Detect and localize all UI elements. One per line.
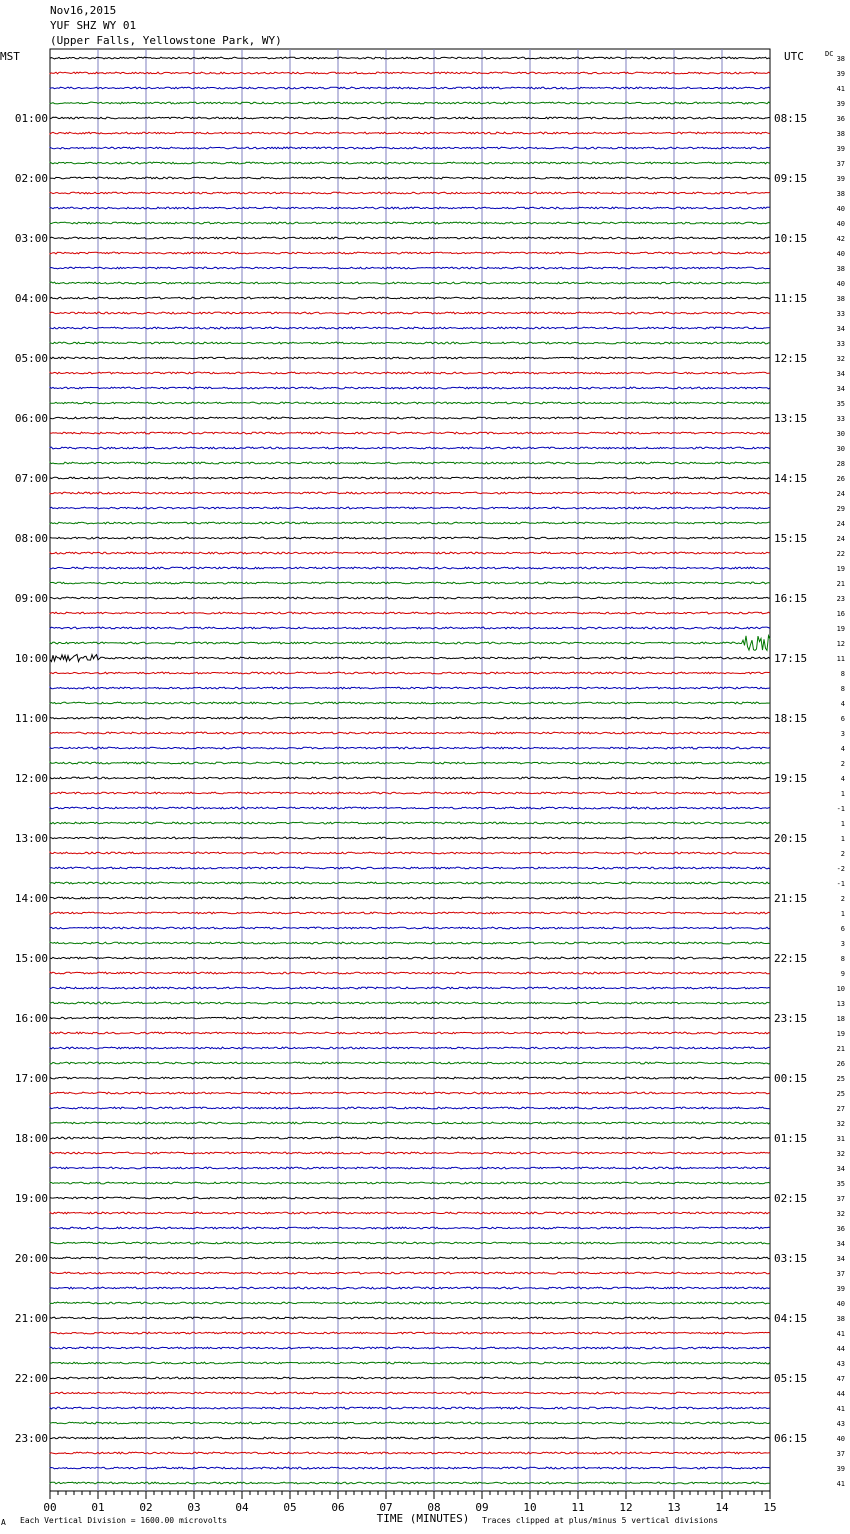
mst-hour-label: 18:00: [14, 1132, 48, 1145]
x-tick-label: 00: [43, 1501, 57, 1514]
trace-line: [50, 297, 770, 299]
x-tick-label: 04: [235, 1501, 249, 1514]
trace-line: [50, 1362, 770, 1364]
trace-line: [50, 537, 770, 539]
trace-line: [50, 717, 770, 719]
x-axis-label: TIME (MINUTES): [376, 1512, 470, 1525]
trace-line: [50, 867, 770, 869]
mst-hour-label: 12:00: [14, 772, 48, 785]
mst-hour-label: 03:00: [14, 232, 48, 245]
x-tick-label: 03: [187, 1501, 201, 1514]
dc-offset-label: 39: [836, 1465, 845, 1473]
dc-offset-label: 21: [836, 1045, 845, 1053]
dc-offset-label: 38: [836, 190, 845, 198]
dc-offset-label: 40: [836, 1300, 845, 1308]
trace-line: [50, 192, 770, 194]
trace-line: [50, 837, 770, 839]
trace-line: [50, 1347, 770, 1349]
trace-line: [50, 522, 770, 524]
trace-line: [50, 1002, 770, 1004]
dc-offset-label: -1: [836, 805, 845, 813]
trace-line: [50, 1332, 770, 1334]
trace-line: [50, 1197, 770, 1199]
dc-offset-label: 2: [840, 760, 845, 768]
dc-offset-label: 34: [836, 325, 845, 333]
trace-line: [50, 597, 770, 599]
trace-line: [50, 762, 770, 764]
mst-hour-label: 06:00: [14, 412, 48, 425]
mst-hour-label: 13:00: [14, 832, 48, 845]
trace-line: [50, 117, 770, 119]
dc-offset-label: 40: [836, 220, 845, 228]
trace-line: [50, 1257, 770, 1259]
utc-hour-label: 11:15: [774, 292, 808, 305]
trace-line: [50, 462, 770, 464]
utc-hour-label: 21:15: [774, 892, 808, 905]
x-tick-label: 12: [619, 1501, 633, 1514]
dc-offset-label: 41: [836, 1405, 845, 1413]
dc-offset-label: 41: [836, 85, 845, 93]
x-tick-label: 15: [763, 1501, 777, 1514]
dc-offset-label: 2: [840, 895, 845, 903]
trace-line: [50, 927, 770, 929]
dc-offset-label: 1: [840, 835, 845, 843]
dc-offset-label: 32: [836, 1210, 845, 1218]
trace-line: [50, 1212, 770, 1214]
trace-line: [50, 312, 770, 314]
trace-line: [50, 972, 770, 974]
trace-line: [50, 477, 770, 479]
mst-hour-label: 07:00: [14, 472, 48, 485]
dc-offset-label: 31: [836, 1135, 845, 1143]
trace-line: [50, 102, 770, 104]
dc-offset-label: 43: [836, 1360, 845, 1368]
trace-line: [50, 1467, 770, 1469]
dc-offset-label: 19: [836, 565, 845, 573]
dc-offset-label: 25: [836, 1075, 845, 1083]
dc-offset-label: 24: [836, 490, 845, 498]
trace-line: [50, 627, 770, 629]
dc-offset-label: 25: [836, 1090, 845, 1098]
trace-line: [50, 1392, 770, 1394]
utc-hour-label: 19:15: [774, 772, 808, 785]
trace-line: [50, 507, 770, 509]
dc-offset-label: 8: [840, 670, 845, 678]
trace-line: [50, 612, 770, 614]
dc-offset-label: 44: [836, 1390, 845, 1398]
dc-offset-label: 6: [840, 925, 845, 933]
trace-line: [50, 267, 770, 269]
trace-line: [50, 372, 770, 374]
mst-hour-label: 19:00: [14, 1192, 48, 1205]
trace-line: [50, 132, 770, 134]
trace-line: [50, 852, 770, 854]
dc-offset-label: -1: [836, 880, 845, 888]
dc-offset-label: 8: [840, 955, 845, 963]
dc-offset-label: 34: [836, 370, 845, 378]
trace-line: [50, 387, 770, 389]
trace-line: [50, 1272, 770, 1274]
trace-line: [50, 687, 770, 689]
trace-line: [50, 1077, 770, 1079]
dc-offset-label: 1: [840, 910, 845, 918]
trace-line: [50, 162, 770, 164]
footer-mark: A: [1, 1518, 6, 1527]
mst-hour-label: 04:00: [14, 292, 48, 305]
trace-line: [50, 1227, 770, 1229]
trace-line: [50, 447, 770, 449]
mst-hour-label: 10:00: [14, 652, 48, 665]
mst-hour-label: 20:00: [14, 1252, 48, 1265]
trace-line: [50, 252, 770, 254]
dc-offset-label: 36: [836, 1225, 845, 1233]
trace-line: [50, 72, 770, 74]
dc-offset-label: 26: [836, 1060, 845, 1068]
trace-line: [50, 417, 770, 419]
dc-offset-label: 4: [840, 745, 845, 753]
trace-line: [50, 636, 770, 651]
trace-line: [50, 654, 770, 661]
trace-line: [50, 402, 770, 404]
dc-offset-label: 39: [836, 145, 845, 153]
utc-hour-label: 13:15: [774, 412, 808, 425]
mst-hour-label: 08:00: [14, 532, 48, 545]
dc-offset-label: 26: [836, 475, 845, 483]
x-tick-label: 11: [571, 1501, 585, 1514]
clip-note: Traces clipped at plus/minus 5 vertical divisions: [482, 1516, 719, 1525]
utc-hour-label: 23:15: [774, 1012, 808, 1025]
trace-line: [50, 672, 770, 674]
utc-hour-label: 10:15: [774, 232, 808, 245]
dc-offset-label: 4: [840, 775, 845, 783]
trace-line: [50, 57, 770, 59]
dc-offset-label: 1: [840, 820, 845, 828]
x-tick-label: 09: [475, 1501, 489, 1514]
trace-line: [50, 822, 770, 824]
mst-axis-label: MST: [0, 50, 20, 63]
plot-frame: [50, 49, 770, 1491]
dc-offset-label: 11: [836, 655, 845, 663]
dc-offset-label: 4: [840, 700, 845, 708]
trace-line: [50, 942, 770, 944]
trace-line: [50, 1122, 770, 1124]
dc-offset-label: 40: [836, 205, 845, 213]
dc-offset-label: 39: [836, 175, 845, 183]
trace-line: [50, 1422, 770, 1424]
trace-line: [50, 177, 770, 179]
x-tick-label: 05: [283, 1501, 297, 1514]
mst-hour-label: 21:00: [14, 1312, 48, 1325]
trace-line: [50, 1437, 770, 1439]
dc-offset-label: 44: [836, 1345, 845, 1353]
utc-hour-label: 17:15: [774, 652, 808, 665]
trace-line: [50, 1182, 770, 1184]
utc-hour-label: 15:15: [774, 532, 808, 545]
trace-line: [50, 1482, 770, 1484]
mst-hour-label: 01:00: [14, 112, 48, 125]
trace-line: [50, 1062, 770, 1064]
dc-offset-label: 28: [836, 460, 845, 468]
trace-line: [50, 747, 770, 749]
trace-line: [50, 1167, 770, 1169]
trace-line: [50, 1287, 770, 1289]
station-location: (Upper Falls, Yellowstone Park, WY): [50, 34, 282, 47]
dc-offset-label: 22: [836, 550, 845, 558]
trace-line: [50, 492, 770, 494]
trace-line: [50, 582, 770, 584]
trace-line: [50, 987, 770, 989]
utc-hour-label: 05:15: [774, 1372, 808, 1385]
trace-line: [50, 1047, 770, 1049]
dc-offset-label: 39: [836, 100, 845, 108]
utc-hour-label: 09:15: [774, 172, 808, 185]
x-tick-label: 06: [331, 1501, 345, 1514]
utc-axis-label: UTC: [784, 50, 804, 63]
mst-hour-label: 02:00: [14, 172, 48, 185]
x-tick-label: 14: [715, 1501, 729, 1514]
trace-line: [50, 897, 770, 899]
utc-hour-label: 02:15: [774, 1192, 808, 1205]
utc-hour-label: 14:15: [774, 472, 808, 485]
trace-line: [50, 702, 770, 704]
trace-line: [50, 1377, 770, 1379]
dc-offset-label: 1: [840, 790, 845, 798]
x-tick-label: 08: [427, 1501, 441, 1514]
dc-offset-label: 21: [836, 580, 845, 588]
mst-hour-label: 22:00: [14, 1372, 48, 1385]
trace-line: [50, 1317, 770, 1319]
dc-axis-label: DC: [825, 50, 834, 58]
utc-hour-label: 06:15: [774, 1432, 808, 1445]
dc-offset-label: 37: [836, 1195, 845, 1203]
trace-line: [50, 1137, 770, 1139]
trace-line: [50, 1242, 770, 1244]
trace-line: [50, 1452, 770, 1454]
dc-offset-label: 37: [836, 160, 845, 168]
trace-line: [50, 222, 770, 224]
trace-line: [50, 957, 770, 959]
trace-line: [50, 237, 770, 239]
dc-offset-label: 13: [836, 1000, 845, 1008]
trace-line: [50, 1152, 770, 1154]
dc-offset-label: 40: [836, 250, 845, 258]
mst-hour-label: 14:00: [14, 892, 48, 905]
mst-hour-label: 23:00: [14, 1432, 48, 1445]
dc-offset-label: 38: [836, 55, 845, 63]
record-date: Nov16,2015: [50, 4, 117, 17]
mst-hour-label: 16:00: [14, 1012, 48, 1025]
utc-hour-label: 01:15: [774, 1132, 808, 1145]
trace-line: [50, 342, 770, 344]
dc-offset-label: 33: [836, 340, 845, 348]
dc-offset-label: 32: [836, 1150, 845, 1158]
dc-offset-label: 36: [836, 115, 845, 123]
utc-hour-label: 00:15: [774, 1072, 808, 1085]
trace-line: [50, 732, 770, 734]
dc-offset-label: 3: [840, 940, 845, 948]
dc-offset-label: 39: [836, 70, 845, 78]
utc-hour-label: 16:15: [774, 592, 808, 605]
trace-line: [50, 1407, 770, 1409]
dc-offset-label: 37: [836, 1270, 845, 1278]
dc-offset-label: 30: [836, 430, 845, 438]
dc-offset-label: 32: [836, 355, 845, 363]
utc-hour-label: 12:15: [774, 352, 808, 365]
trace-line: [50, 1302, 770, 1304]
dc-offset-label: 35: [836, 1180, 845, 1188]
x-tick-label: 01: [91, 1501, 105, 1514]
trace-line: [50, 912, 770, 914]
dc-offset-label: 19: [836, 625, 845, 633]
station-code: YUF SHZ WY 01: [50, 19, 137, 32]
dc-offset-label: 39: [836, 1285, 845, 1293]
dc-offset-label: 33: [836, 415, 845, 423]
utc-hour-label: 03:15: [774, 1252, 808, 1265]
dc-offset-label: 16: [836, 610, 845, 618]
trace-line: [50, 807, 770, 809]
utc-hour-label: 22:15: [774, 952, 808, 965]
dc-offset-label: 34: [836, 1255, 845, 1263]
trace-line: [50, 1092, 770, 1094]
utc-hour-label: 08:15: [774, 112, 808, 125]
trace-line: [50, 87, 770, 89]
dc-offset-label: 41: [836, 1480, 845, 1488]
x-tick-label: 10: [523, 1501, 537, 1514]
dc-offset-label: 2: [840, 850, 845, 858]
mst-hour-label: 17:00: [14, 1072, 48, 1085]
dc-offset-label: 35: [836, 400, 845, 408]
dc-offset-label: 12: [836, 640, 845, 648]
trace-line: [50, 1017, 770, 1019]
dc-offset-label: 37: [836, 1450, 845, 1458]
dc-offset-label: 27: [836, 1105, 845, 1113]
dc-offset-label: 10: [836, 985, 845, 993]
trace-line: [50, 1032, 770, 1034]
dc-offset-label: 24: [836, 535, 845, 543]
x-tick-label: 07: [379, 1501, 393, 1514]
dc-offset-label: 38: [836, 265, 845, 273]
dc-offset-label: 40: [836, 1435, 845, 1443]
dc-offset-label: 33: [836, 310, 845, 318]
trace-line: [50, 207, 770, 209]
dc-offset-label: 43: [836, 1420, 845, 1428]
trace-line: [50, 777, 770, 779]
dc-offset-label: 32: [836, 1120, 845, 1128]
x-tick-label: 13: [667, 1501, 681, 1514]
mst-hour-label: 09:00: [14, 592, 48, 605]
dc-offset-label: 34: [836, 1165, 845, 1173]
dc-offset-label: 30: [836, 445, 845, 453]
dc-offset-label: 19: [836, 1030, 845, 1038]
trace-line: [50, 147, 770, 149]
trace-line: [50, 432, 770, 434]
utc-hour-label: 18:15: [774, 712, 808, 725]
x-tick-label: 02: [139, 1501, 153, 1514]
dc-offset-label: -2: [836, 865, 845, 873]
dc-offset-label: 9: [840, 970, 845, 978]
dc-offset-label: 47: [836, 1375, 845, 1383]
dc-offset-label: 29: [836, 505, 845, 513]
dc-offset-label: 18: [836, 1015, 845, 1023]
mst-hour-label: 15:00: [14, 952, 48, 965]
dc-offset-label: 34: [836, 385, 845, 393]
dc-offset-label: 3: [840, 730, 845, 738]
trace-line: [50, 282, 770, 284]
scale-note: Each Vertical Division = 1600.00 microvolts: [20, 1516, 228, 1525]
trace-line: [50, 357, 770, 359]
dc-offset-label: 38: [836, 130, 845, 138]
dc-offset-label: 8: [840, 685, 845, 693]
dc-offset-label: 23: [836, 595, 845, 603]
dc-offset-label: 34: [836, 1240, 845, 1248]
dc-offset-label: 6: [840, 715, 845, 723]
dc-offset-label: 24: [836, 520, 845, 528]
dc-offset-label: 38: [836, 295, 845, 303]
trace-line: [50, 327, 770, 329]
utc-hour-label: 20:15: [774, 832, 808, 845]
trace-line: [50, 1107, 770, 1109]
trace-line: [50, 882, 770, 884]
dc-offset-label: 40: [836, 280, 845, 288]
dc-offset-label: 42: [836, 235, 845, 243]
mst-hour-label: 05:00: [14, 352, 48, 365]
dc-offset-label: 41: [836, 1330, 845, 1338]
dc-offset-label: 38: [836, 1315, 845, 1323]
trace-line: [50, 792, 770, 794]
trace-line: [50, 552, 770, 554]
trace-line: [50, 567, 770, 569]
mst-hour-label: 11:00: [14, 712, 48, 725]
utc-hour-label: 04:15: [774, 1312, 808, 1325]
